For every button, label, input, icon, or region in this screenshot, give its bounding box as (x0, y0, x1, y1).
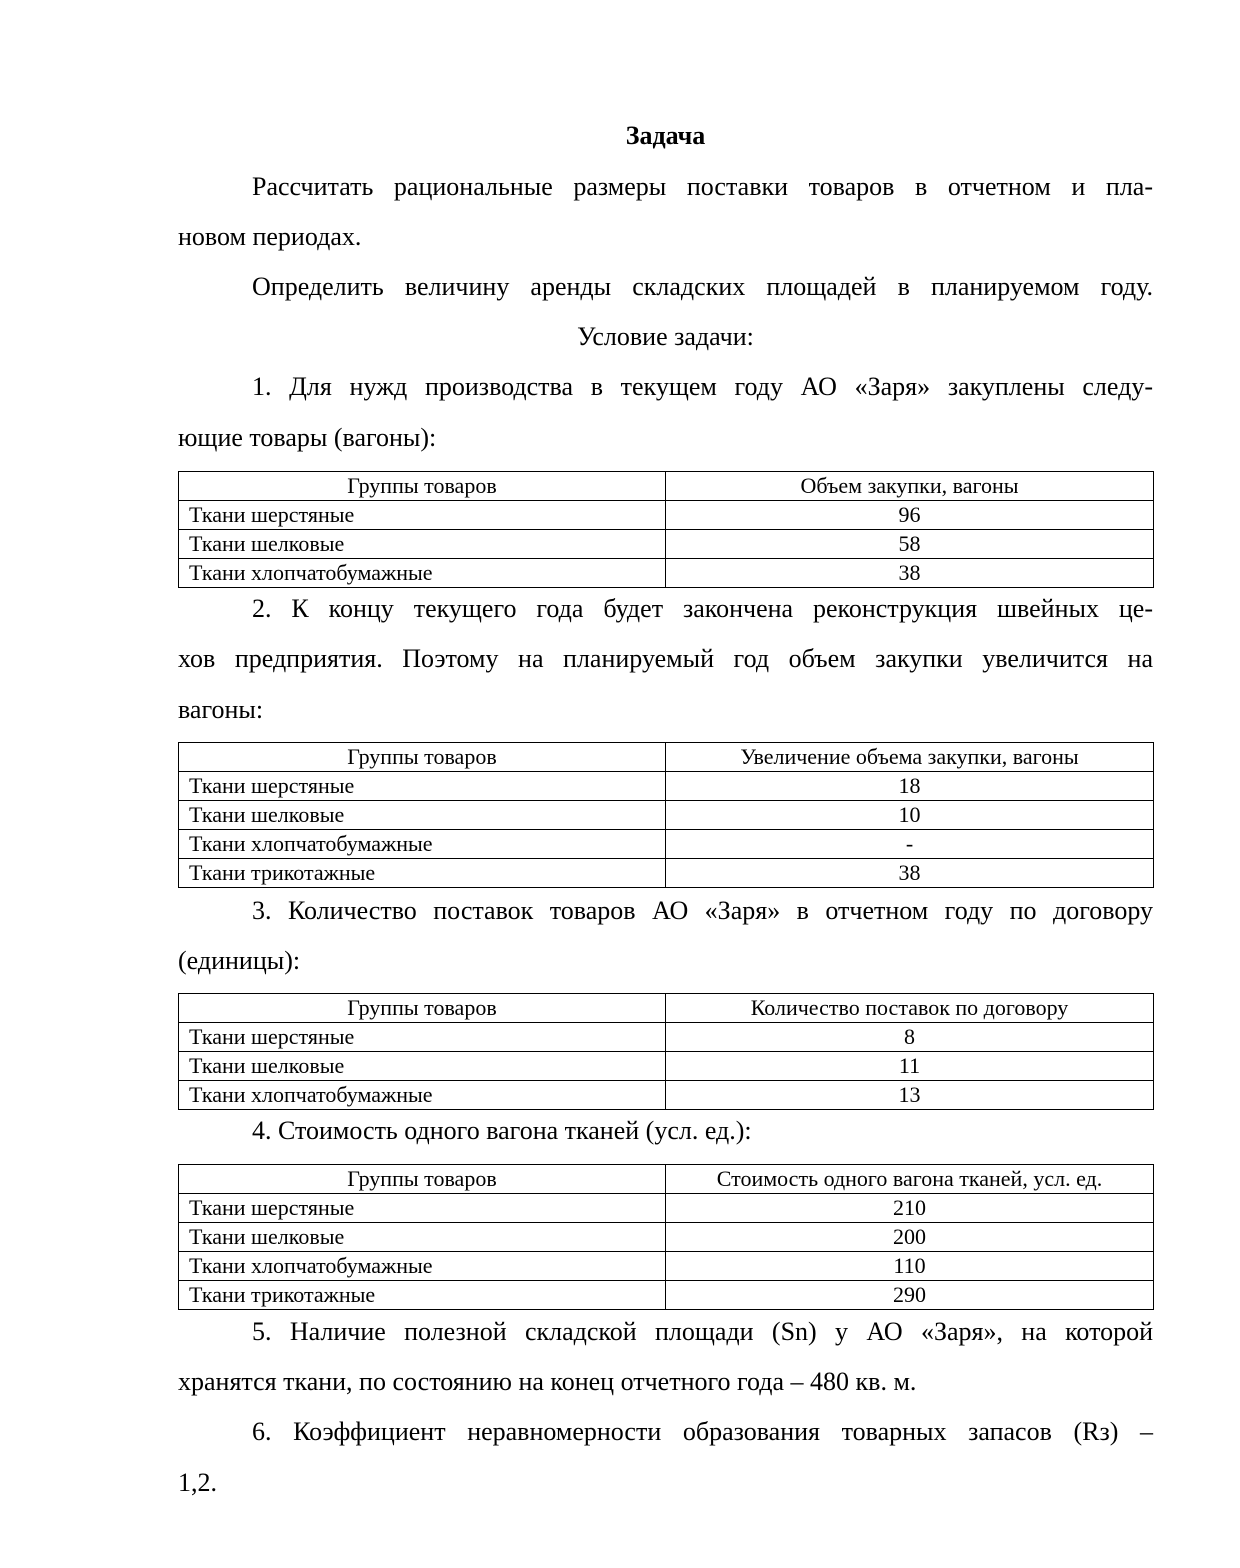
table-cell: 18 (666, 772, 1154, 801)
table-header-row (179, 1165, 1154, 1194)
table-cell: 11 (666, 1052, 1154, 1081)
item-2-line-1: 2. К концу текущего года будет закончена реконструкция швейных це- (252, 594, 1153, 623)
table-purchase-volume (178, 471, 1154, 588)
table-cell: - (666, 830, 1154, 859)
table-row (179, 1052, 1154, 1081)
item-2-line-3: вагоны: (178, 695, 264, 724)
table-cell: 38 (666, 859, 1154, 888)
item-1-line-1: 1. Для нужд производства в текущем году АО «Заря» закуплены следу- (252, 372, 1153, 401)
item-5-line-2: хранятся ткани, по состоянию на конец отчетного года – 480 кв. м. (178, 1367, 917, 1396)
table-row (179, 1223, 1154, 1252)
table-cell: Ткани хлопчатобумажные (179, 559, 666, 588)
table-purchase-increase (178, 742, 1154, 888)
table-cell: Ткани хлопчатобумажные (179, 1081, 666, 1110)
table-row (179, 1252, 1154, 1281)
item-1-line-2: ющие товары (вагоны): (178, 423, 437, 452)
item-6-line-1: 6. Коэффициент неравномерности образования товарных запасов (Rз) – (252, 1417, 1153, 1446)
table-cell: 210 (666, 1194, 1154, 1223)
item-3-line-1: 3. Количество поставок товаров АО «Заря» в отчетном году по договору (252, 896, 1153, 925)
table-cell: 58 (666, 530, 1154, 559)
table-wagon-cost (178, 1164, 1154, 1310)
column-header: Группы товаров (179, 743, 666, 772)
item-3-line-2: (единицы): (178, 946, 301, 975)
column-header: Группы товаров (179, 994, 666, 1023)
table-cell: Ткани шерстяные (179, 772, 666, 801)
table-cell: Ткани хлопчатобумажные (179, 830, 666, 859)
table-cell: 110 (666, 1252, 1154, 1281)
table-header-row (179, 743, 1154, 772)
table-cell: 96 (666, 501, 1154, 530)
table-deliveries-count (178, 993, 1154, 1110)
column-header: Группы товаров (179, 1165, 666, 1194)
table-cell: Ткани шерстяные (179, 501, 666, 530)
table-cell: 200 (666, 1223, 1154, 1252)
table-cell: Ткани шелковые (179, 1223, 666, 1252)
paragraph-2: Определить величину аренды складских площадей в планируемом году. (252, 272, 1153, 301)
table-cell: Ткани шелковые (179, 530, 666, 559)
paragraph-1-line-1: Рассчитать рациональные размеры поставки товаров в отчетном и пла- (252, 172, 1153, 201)
table-row (179, 859, 1154, 888)
paragraph-1-line-2: новом периодах. (178, 222, 362, 251)
table-cell: Ткани шерстяные (179, 1194, 666, 1223)
document-title: Задача (625, 121, 706, 150)
table-header-row (179, 994, 1154, 1023)
table-cell: 290 (666, 1281, 1154, 1310)
item-2-line-2: хов предприятия. Поэтому на планируемый год объем закупки увеличится на (178, 644, 1153, 673)
table-row (179, 1281, 1154, 1310)
table-row (179, 530, 1154, 559)
table-cell: Ткани шелковые (179, 1052, 666, 1081)
table-row (179, 1023, 1154, 1052)
table-row (179, 501, 1154, 530)
column-header: Увеличение объема закупки, вагоны (666, 743, 1154, 772)
column-header: Стоимость одного вагона тканей, усл. ед. (666, 1165, 1154, 1194)
table-cell: Ткани шелковые (179, 801, 666, 830)
table-cell: Ткани трикотажные (179, 1281, 666, 1310)
table-header-row (179, 472, 1154, 501)
table-row (179, 1081, 1154, 1110)
table-row (179, 772, 1154, 801)
table-cell: Ткани хлопчатобумажные (179, 1252, 666, 1281)
conditions-heading: Условие задачи: (577, 322, 754, 351)
item-6-line-2: 1,2. (178, 1468, 217, 1497)
table-cell: 10 (666, 801, 1154, 830)
item-4: 4. Стоимость одного вагона тканей (усл. ед.): (252, 1116, 752, 1145)
item-5-line-1: 5. Наличие полезной складской площади (Sn) у АО «Заря», на которой (252, 1317, 1153, 1346)
table-cell: 13 (666, 1081, 1154, 1110)
column-header: Группы товаров (179, 472, 666, 501)
table-cell: 8 (666, 1023, 1154, 1052)
table-row (179, 830, 1154, 859)
column-header: Количество поставок по договору (666, 994, 1154, 1023)
table-row (179, 559, 1154, 588)
table-cell: 38 (666, 559, 1154, 588)
table-row (179, 1194, 1154, 1223)
column-header: Объем закупки, вагоны (666, 472, 1154, 501)
table-cell: Ткани трикотажные (179, 859, 666, 888)
table-row (179, 801, 1154, 830)
table-cell: Ткани шерстяные (179, 1023, 666, 1052)
